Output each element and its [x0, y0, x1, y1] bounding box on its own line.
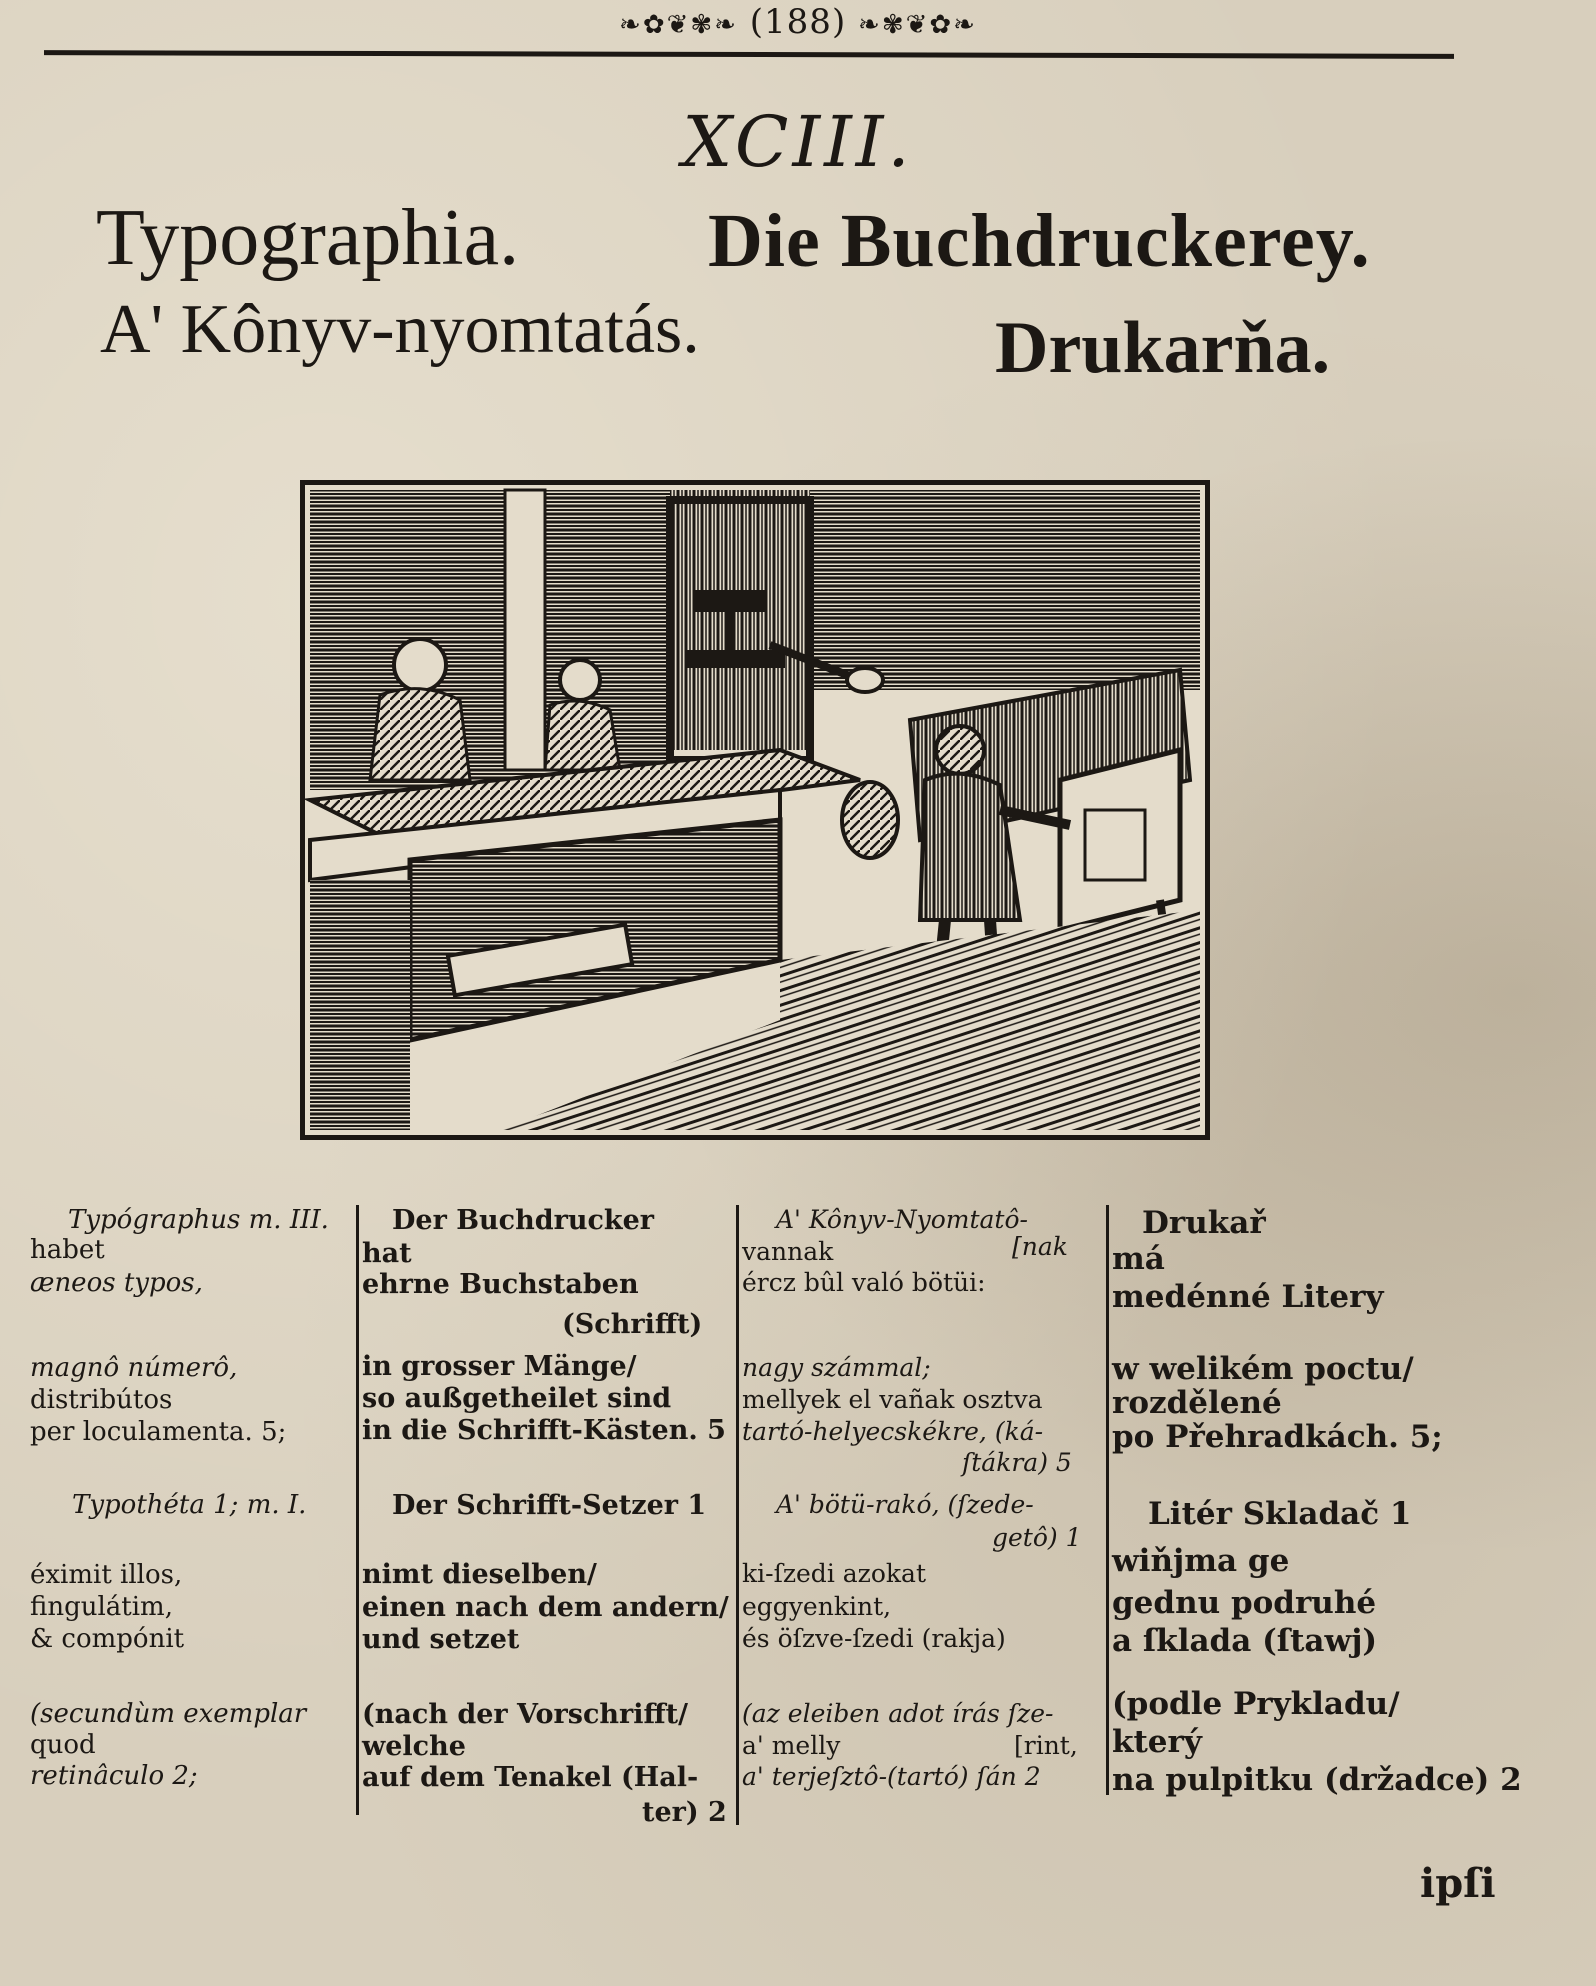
- hungarian-line: vannak: [742, 1237, 834, 1266]
- german-line: nimt dieselben/: [362, 1559, 597, 1590]
- czech-line: w welikém poctu/: [1112, 1351, 1414, 1387]
- hungarian-column: [742, 1205, 1102, 1825]
- czech-line: a ſklada (ſtawj): [1112, 1623, 1378, 1659]
- latin-line: retinâculo 2;: [30, 1761, 198, 1791]
- woodcut-illustration: [300, 480, 1210, 1140]
- latin-line: quod: [30, 1730, 96, 1760]
- german-line: Der Buchdrucker: [392, 1205, 655, 1236]
- hungarian-line: a' terjeſztô-(tartó) ſán 2: [742, 1762, 1041, 1791]
- german-line: welche: [362, 1731, 466, 1762]
- german-line: (nach der Vorschrifft/: [362, 1699, 689, 1730]
- czech-line: medénné Litery: [1112, 1279, 1384, 1315]
- hungarian-line: tartó-helyecskékre, (ká-: [742, 1417, 1044, 1446]
- hungarian-line: ki-ſzedi azokat: [742, 1559, 926, 1588]
- catchword: ipſi: [1420, 1860, 1496, 1907]
- title-german: Die Buchdruckerey.: [708, 199, 1371, 283]
- title-latin: Typographia.: [96, 194, 520, 282]
- latin-line: distribútos: [30, 1385, 173, 1415]
- czech-line: má: [1112, 1241, 1165, 1277]
- column-rule: [736, 1205, 739, 1825]
- czech-line: gednu podruhé: [1112, 1585, 1377, 1621]
- latin-line: æneos typos,: [30, 1268, 203, 1298]
- latin-line: éximit illos,: [30, 1560, 183, 1590]
- hungarian-line: [nak: [1012, 1232, 1068, 1261]
- german-line: einen nach dem andern/: [362, 1592, 729, 1623]
- latin-column: [30, 1205, 350, 1825]
- latin-line: fingulátim,: [30, 1592, 173, 1622]
- czech-line: po Přehradkách. 5;: [1112, 1419, 1443, 1455]
- latin-line: magnô númerô,: [30, 1353, 238, 1383]
- hungarian-line: és öſzve-ſzedi (rakja): [742, 1624, 1006, 1653]
- hungarian-line: ſtákra) 5: [962, 1448, 1072, 1477]
- german-line: und setzet: [362, 1624, 520, 1655]
- german-line: ehrne Buchstaben: [362, 1269, 639, 1300]
- czech-column: [1112, 1205, 1542, 1825]
- german-line: so außgetheilet sind: [362, 1383, 672, 1414]
- hungarian-line: mellyek el vañak osztva: [742, 1385, 1043, 1414]
- latin-line: (secundùm exemplar: [30, 1699, 307, 1729]
- hungarian-line: [rint,: [1014, 1731, 1078, 1760]
- latin-line: Typógraphus m. III.: [68, 1205, 329, 1235]
- german-line: Der Schrifft-Setzer 1: [392, 1490, 707, 1521]
- german-line: in grosser Mänge/: [362, 1351, 637, 1382]
- page-number-text: (188): [749, 2, 847, 42]
- latin-line: Typothéta 1; m. I.: [72, 1490, 307, 1520]
- hungarian-line: A' bötü-rakó, (ſzede-: [776, 1490, 1034, 1519]
- hungarian-line: A' Kônyv-Nyomtatô-: [776, 1205, 1028, 1234]
- german-line: auf dem Tenakel (Hal-: [362, 1762, 699, 1793]
- hungarian-line: nagy számmal;: [742, 1353, 931, 1382]
- chapter-number: XCIII.: [682, 101, 914, 183]
- hungarian-line: eggyenkint,: [742, 1592, 892, 1621]
- latin-line: per loculamenta. 5;: [30, 1417, 287, 1447]
- czech-line: rozdělené: [1112, 1385, 1282, 1421]
- czech-line: wiňjma ge: [1112, 1543, 1290, 1579]
- column-rule: [356, 1205, 359, 1815]
- hungarian-line: (az eleiben adot írás ſze-: [742, 1699, 1054, 1728]
- czech-line: na pulpitku (držadce) 2: [1112, 1762, 1522, 1798]
- ornament-right: ❧✾❦✿❧: [858, 10, 977, 40]
- text-columns: [30, 1205, 1550, 1828]
- hungarian-line: ércz bûl való bötüi:: [742, 1268, 986, 1297]
- german-line: ter) 2: [642, 1797, 727, 1828]
- ornament-left: ❧✿❦✾❧: [619, 10, 738, 40]
- top-rule: [44, 50, 1454, 59]
- title-hungarian: A' Kônyv-nyomtatás.: [100, 291, 700, 368]
- hungarian-line: getô) 1: [992, 1523, 1082, 1552]
- page-number: [0, 0, 1596, 47]
- german-line: (Schrifft): [562, 1309, 703, 1340]
- german-column: [362, 1205, 732, 1828]
- hungarian-line: a' melly: [742, 1731, 841, 1760]
- german-line: in die Schrifft-Kästen. 5: [362, 1415, 726, 1446]
- latin-line: & compónit: [30, 1624, 185, 1654]
- czech-line: Drukař: [1142, 1205, 1266, 1241]
- czech-line: který: [1112, 1724, 1202, 1760]
- column-rule: [1106, 1205, 1109, 1795]
- czech-line: Litér Skladač 1: [1148, 1496, 1412, 1532]
- german-line: hat: [362, 1238, 412, 1269]
- title-czech: Drukarňa.: [995, 307, 1331, 389]
- latin-line: habet: [30, 1235, 105, 1265]
- czech-line: (podle Prykladu/: [1112, 1686, 1400, 1722]
